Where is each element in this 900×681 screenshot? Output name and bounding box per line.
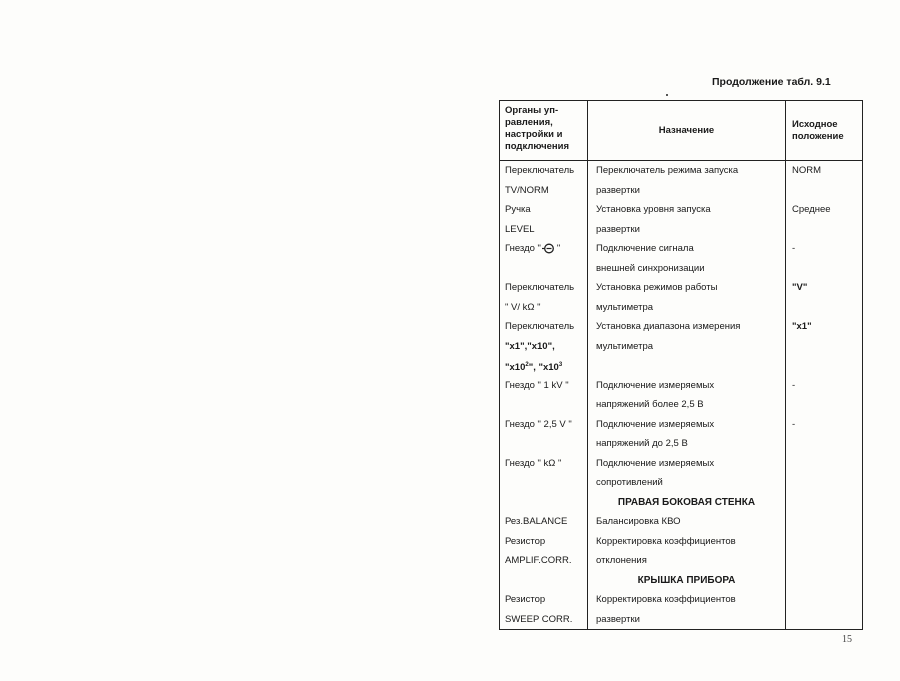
table-row: Резистор SWEEP CORR. Корректировка коэффициентов развертки <box>500 590 863 630</box>
section-heading-right-wall: ПРАВАЯ БОКОВАЯ СТЕНКА <box>588 493 786 513</box>
table-row: Рез.BALANCE Балансировка КВО <box>500 512 863 532</box>
table-row: Переключатель "x1","x10", "$x10^2$", "$x10^3$ Установка диапазона измерения мультиметра "x1" <box>500 317 863 376</box>
column-header-purpose: Назначение <box>588 101 786 161</box>
table-row: Гнездо " kΩ " Подключение измеряемых сопротивлений <box>500 454 863 493</box>
controls-table <box>499 100 863 630</box>
section-heading-cover: КРЫШКА ПРИБОРА <box>588 571 786 591</box>
section-row <box>500 571 863 591</box>
table-continuation-caption: Продолжение табл. 9.1 <box>712 76 831 88</box>
speck <box>666 94 668 96</box>
page-number: 15 <box>842 634 852 645</box>
column-header-initial: Исходное положение <box>786 101 863 161</box>
ext-sync-jack-icon <box>542 243 556 254</box>
table-row: Резистор AMPLIF.CORR. Корректировка коэффициентов отклонения <box>500 532 863 571</box>
column-header-controls: Органы уп- равления, настройки и подключения <box>500 101 588 161</box>
table-row: Гнездо " 2,5 V " Подключение измеряемых напряжений до 2,5 В - <box>500 415 863 454</box>
section-row <box>500 493 863 513</box>
table-row: Переключатель TV/NORM Переключатель режима запуска развертки NORM <box>500 161 863 201</box>
table-row: Гнездо " 1 kV " Подключение измеряемых напряжений более 2,5 В - <box>500 376 863 415</box>
table-row: Ручка LEVEL Установка уровня запуска развертки Среднее <box>500 200 863 239</box>
table-row: Гнездо " " Подключение сигнала внешней синхронизации - <box>500 239 863 278</box>
table-row: Переключатель " V/ kΩ " Установка режимов работы мультиметра "V" <box>500 278 863 317</box>
